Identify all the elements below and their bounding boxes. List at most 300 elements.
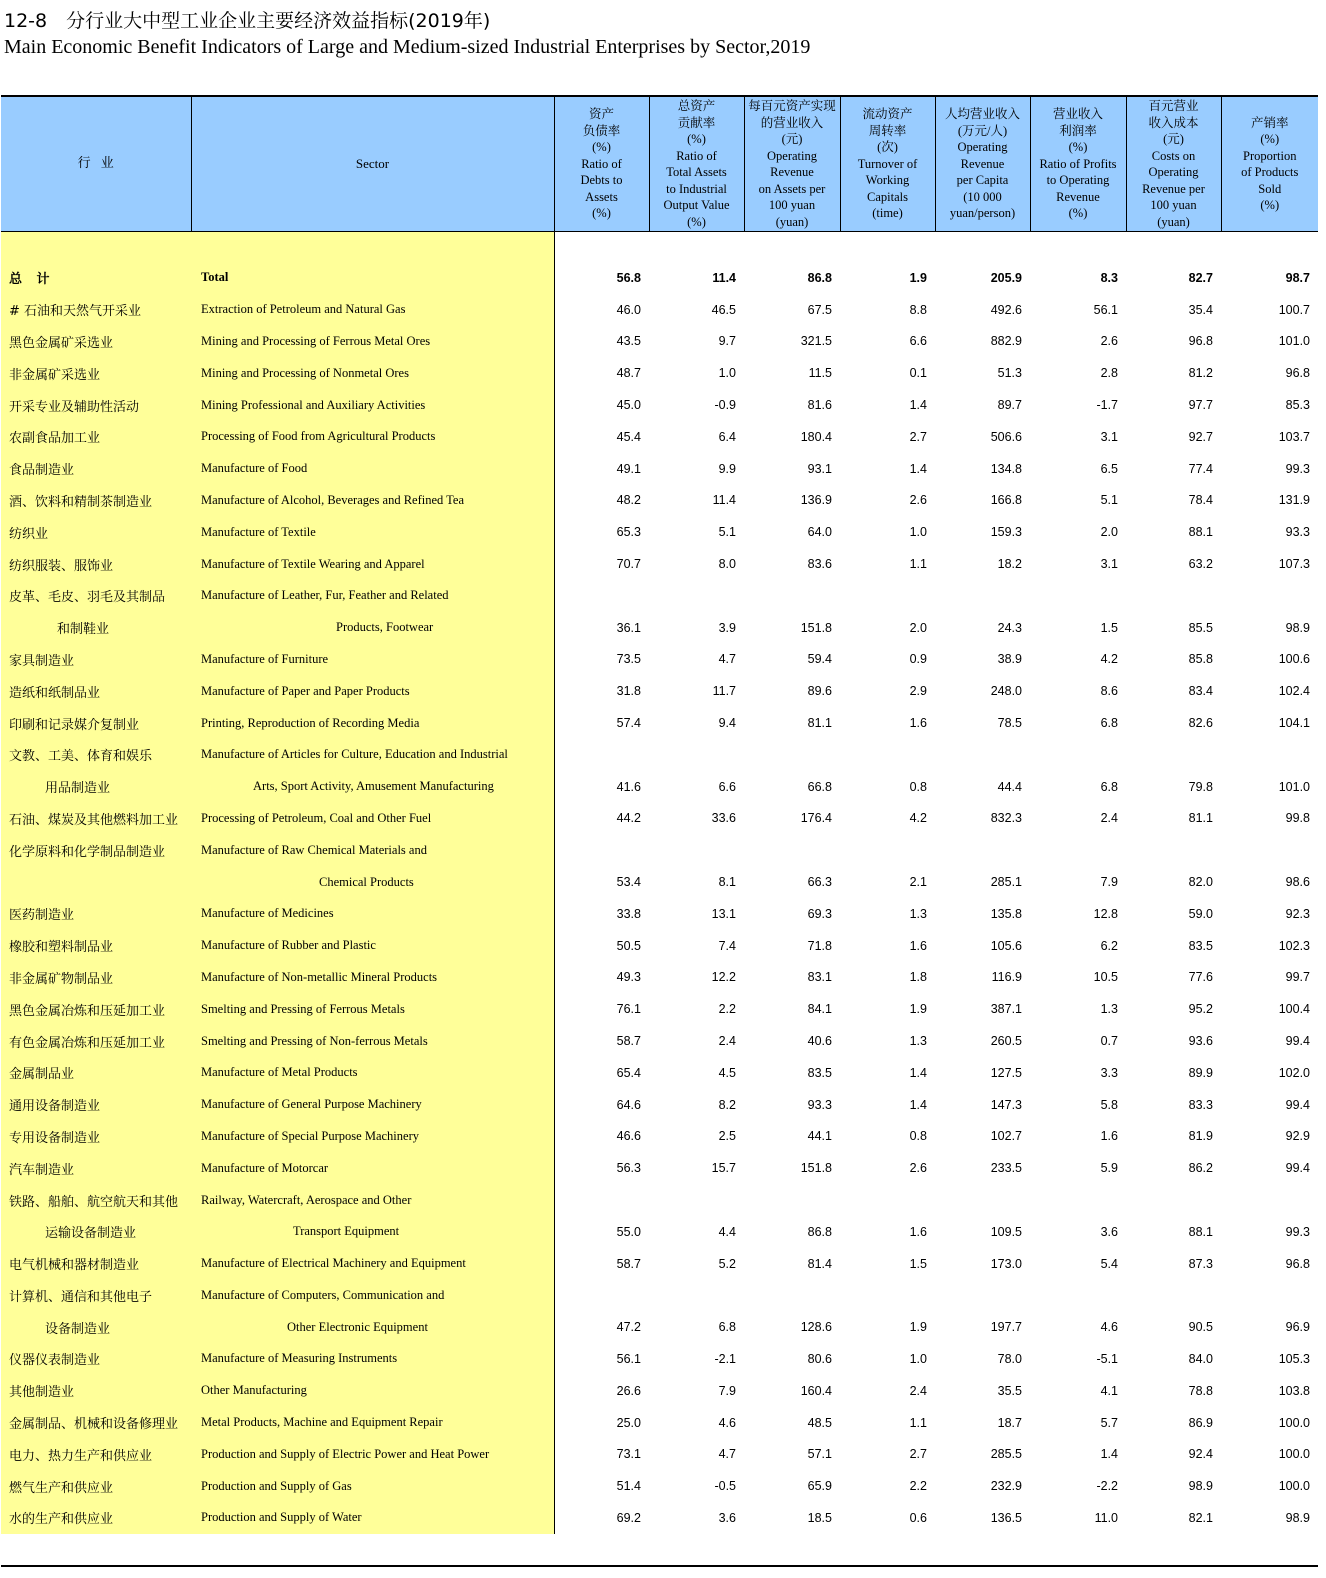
value-cell: 11.7 xyxy=(712,684,736,699)
sector-name-en: Manufacture of Medicines xyxy=(191,898,554,930)
value-cell: 107.3 xyxy=(1278,557,1310,572)
value-cell: 86.8 xyxy=(807,1224,832,1239)
value-cell: 3.6 xyxy=(1100,1224,1118,1239)
value-cell: 24.3 xyxy=(997,620,1022,635)
value-cell: 147.3 xyxy=(990,1097,1022,1112)
sector-name-en: Processing of Food from Agricultural Products xyxy=(191,421,554,453)
value-cell: 160.4 xyxy=(800,1383,832,1398)
value-cell: 82.1 xyxy=(1188,1510,1213,1525)
value-cell xyxy=(1126,739,1221,771)
value-cell: 11.4 xyxy=(712,493,736,508)
value-cell: 285.5 xyxy=(990,1447,1022,1462)
value-cell: 176.4 xyxy=(800,811,832,826)
value-cell: 3.6 xyxy=(718,1510,736,1525)
value-cell: 1.0 xyxy=(909,525,927,540)
table-row xyxy=(1,707,1318,739)
value-cell: 2.4 xyxy=(909,1383,927,1398)
value-cell: 64.6 xyxy=(616,1097,641,1112)
value-cell: 98.7 xyxy=(1285,270,1310,285)
value-cell: 8.2 xyxy=(718,1097,736,1112)
table-row xyxy=(1,1311,1318,1343)
value-cell: 81.6 xyxy=(807,398,832,413)
table-row xyxy=(1,1407,1318,1439)
value-cell: 85.3 xyxy=(1285,398,1310,413)
value-cell: 67.5 xyxy=(807,302,832,317)
value-cell: 89.7 xyxy=(997,398,1022,413)
value-cell: 1.5 xyxy=(1100,620,1118,635)
value-cell: 98.9 xyxy=(1285,620,1310,635)
value-cell: 46.0 xyxy=(616,302,641,317)
value-cell: 103.8 xyxy=(1278,1383,1310,1398)
sector-name-en: Smelting and Pressing of Non-ferrous Metals xyxy=(191,1025,554,1057)
value-cell: 134.8 xyxy=(990,461,1022,476)
value-cell: 5.9 xyxy=(1100,1161,1118,1176)
sector-name-zh: 皮革、毛皮、羽毛及其制品 xyxy=(1,580,191,612)
sector-name-zh: 纺织服装、服饰业 xyxy=(1,548,191,580)
value-cell xyxy=(1030,1184,1126,1216)
value-cell: 285.1 xyxy=(990,875,1022,890)
value-cell: 102.4 xyxy=(1278,684,1310,699)
value-cell xyxy=(744,1184,840,1216)
value-cell: 5.1 xyxy=(718,525,736,540)
value-cell: 1.8 xyxy=(909,970,927,985)
value-cell: 8.0 xyxy=(718,557,736,572)
value-cell: 5.7 xyxy=(1100,1415,1118,1430)
value-cell: 82.6 xyxy=(1188,716,1213,731)
value-cell: 100.0 xyxy=(1278,1479,1310,1494)
value-cell: 88.1 xyxy=(1188,525,1213,540)
value-cell: 48.7 xyxy=(616,366,641,381)
value-cell xyxy=(1030,1280,1126,1312)
value-cell: 92.3 xyxy=(1285,906,1310,921)
value-cell: 2.1 xyxy=(909,875,927,890)
value-cell: 83.3 xyxy=(1188,1097,1213,1112)
value-cell: 832.3 xyxy=(990,811,1022,826)
value-cell: 9.7 xyxy=(718,334,736,349)
value-cell: 79.8 xyxy=(1188,779,1213,794)
sector-name-zh: # 石油和天然气开采业 xyxy=(1,294,191,326)
value-cell: 2.4 xyxy=(718,1034,736,1049)
sector-name-en: Chemical Products xyxy=(191,866,554,898)
value-cell: 11.4 xyxy=(712,270,736,285)
sector-name-en: Manufacture of Metal Products xyxy=(191,1057,554,1089)
sector-name-en: Mining Professional and Auxiliary Activities xyxy=(191,389,554,421)
value-cell xyxy=(554,834,649,866)
table-row xyxy=(1,389,1318,421)
value-cell: 2.2 xyxy=(718,1002,736,1017)
value-cell: 136.9 xyxy=(800,493,832,508)
sector-name-zh: 设备制造业 xyxy=(1,1311,191,1343)
value-cell: 86.9 xyxy=(1188,1415,1213,1430)
value-cell: 26.6 xyxy=(616,1383,641,1398)
header-col: 每百元资产实现 的营业收入 (元) Operating Revenue on Assets per 100 yuan (yuan) xyxy=(744,96,840,232)
sector-name-zh: 酒、饮料和精制茶制造业 xyxy=(1,485,191,517)
value-cell: 4.7 xyxy=(718,1447,736,1462)
value-cell: 1.5 xyxy=(909,1256,927,1271)
table-row xyxy=(1,453,1318,485)
table-row xyxy=(1,294,1318,326)
value-cell: 18.7 xyxy=(997,1415,1022,1430)
sector-name-en: Manufacture of Alcohol, Beverages and Refined Tea xyxy=(191,485,554,517)
table-row xyxy=(1,1152,1318,1184)
value-cell: 6.4 xyxy=(718,429,736,444)
value-cell xyxy=(649,580,744,612)
value-cell: 492.6 xyxy=(990,302,1022,317)
value-cell: 7.9 xyxy=(718,1383,736,1398)
header-col: 产销率 (%) Proportion of Products Sold (%) xyxy=(1221,96,1318,232)
sector-name-en: Manufacture of Paper and Paper Products xyxy=(191,675,554,707)
value-cell xyxy=(1030,580,1126,612)
sector-name-en: Metal Products, Machine and Equipment Repair xyxy=(191,1407,554,1439)
value-cell: 78.4 xyxy=(1188,493,1213,508)
header-col: 营业收入 利润率 (%) Ratio of Profits to Operating Revenue (%) xyxy=(1030,96,1126,232)
value-cell: 2.6 xyxy=(1100,334,1118,349)
value-cell: 8.6 xyxy=(1100,684,1118,699)
table-row xyxy=(1,1470,1318,1502)
value-cell: 73.1 xyxy=(616,1447,641,1462)
value-cell: 96.9 xyxy=(1285,1320,1310,1335)
table-row xyxy=(1,1248,1318,1280)
page-title-en: Main Economic Benefit Indicators of Large and Medium-sized Industrial Enterprises by Sector,2019 xyxy=(4,36,811,58)
value-cell: 2.5 xyxy=(718,1129,736,1144)
value-cell: 47.2 xyxy=(616,1320,641,1335)
value-cell: 101.0 xyxy=(1278,779,1310,794)
value-cell: 5.4 xyxy=(1100,1256,1118,1271)
sector-name-zh: 橡胶和塑料制品业 xyxy=(1,930,191,962)
value-cell: 11.5 xyxy=(808,366,832,381)
value-cell: 97.7 xyxy=(1188,398,1213,413)
value-cell: 11.0 xyxy=(1094,1510,1118,1525)
value-cell: 81.4 xyxy=(807,1256,832,1271)
sector-name-en: Other Electronic Equipment xyxy=(191,1311,554,1343)
sector-name-en: Manufacture of General Purpose Machinery xyxy=(191,1089,554,1121)
value-cell: 1.9 xyxy=(909,1320,927,1335)
value-cell: -1.7 xyxy=(1096,398,1118,413)
value-cell xyxy=(1221,1184,1318,1216)
value-cell: 4.5 xyxy=(718,1065,736,1080)
value-cell xyxy=(744,834,840,866)
sector-name-zh: 总 计 xyxy=(1,262,191,294)
value-cell: 96.8 xyxy=(1188,334,1213,349)
value-cell: -2.1 xyxy=(714,1351,736,1366)
value-cell: 2.4 xyxy=(1100,811,1118,826)
value-cell: -0.5 xyxy=(714,1479,736,1494)
data-table-container xyxy=(1,95,1318,1534)
value-cell: 6.6 xyxy=(909,334,927,349)
sector-name-en: Railway, Watercraft, Aerospace and Other xyxy=(191,1184,554,1216)
value-cell xyxy=(1126,580,1221,612)
value-cell xyxy=(554,1184,649,1216)
value-cell: 260.5 xyxy=(990,1034,1022,1049)
value-cell: 44.1 xyxy=(807,1129,832,1144)
value-cell: 151.8 xyxy=(800,1161,832,1176)
value-cell xyxy=(1126,834,1221,866)
table-row xyxy=(1,739,1318,771)
value-cell: 83.5 xyxy=(1188,938,1213,953)
value-cell: 33.8 xyxy=(616,906,641,921)
value-cell: 1.3 xyxy=(909,1034,927,1049)
sector-name-zh: 电力、热力生产和供应业 xyxy=(1,1438,191,1470)
sector-name-en: Manufacture of Articles for Culture, Education and Industrial xyxy=(191,739,554,771)
value-cell: 12.8 xyxy=(1093,906,1118,921)
value-cell: 98.9 xyxy=(1188,1479,1213,1494)
table-row xyxy=(1,516,1318,548)
table-row xyxy=(1,612,1318,644)
value-cell: 50.5 xyxy=(616,938,641,953)
value-cell xyxy=(744,739,840,771)
value-cell xyxy=(649,1184,744,1216)
header-row xyxy=(1,96,1318,232)
sector-name-en: Products, Footwear xyxy=(191,612,554,644)
value-cell: 69.3 xyxy=(807,906,832,921)
sector-name-en: Production and Supply of Electric Power and Heat Power xyxy=(191,1438,554,1470)
value-cell: 35.5 xyxy=(997,1383,1022,1398)
value-cell: 0.8 xyxy=(909,779,927,794)
sector-name-en: Manufacture of Measuring Instruments xyxy=(191,1343,554,1375)
spacer-row xyxy=(1,232,1318,263)
sector-name-en: Mining and Processing of Nonmetal Ores xyxy=(191,357,554,389)
value-cell: 98.9 xyxy=(1285,1510,1310,1525)
value-cell: 53.4 xyxy=(616,875,641,890)
sector-name-zh: 计算机、通信和其他电子 xyxy=(1,1280,191,1312)
value-cell: 6.8 xyxy=(718,1320,736,1335)
value-cell xyxy=(1126,1184,1221,1216)
value-cell: 93.1 xyxy=(807,461,832,476)
value-cell: 2.6 xyxy=(909,493,927,508)
value-cell: 44.2 xyxy=(616,811,641,826)
value-cell: 180.4 xyxy=(800,429,832,444)
header-col: 人均营业收入 (万元/人) Operating Revenue per Capita (10 000 yuan/person) xyxy=(935,96,1030,232)
value-cell xyxy=(554,1280,649,1312)
value-cell: 2.9 xyxy=(909,684,927,699)
value-cell: 89.6 xyxy=(807,684,832,699)
sector-name-zh: 仪器仪表制造业 xyxy=(1,1343,191,1375)
header-col: 流动资产 周转率 (次) Turnover of Working Capitals (time) xyxy=(840,96,935,232)
sector-name-en: Smelting and Pressing of Ferrous Metals xyxy=(191,993,554,1025)
value-cell: 3.3 xyxy=(1100,1065,1118,1080)
sector-name-en: Manufacture of Textile Wearing and Apparel xyxy=(191,548,554,580)
value-cell xyxy=(1221,1280,1318,1312)
sector-name-zh: 黑色金属矿采选业 xyxy=(1,326,191,358)
value-cell: 100.0 xyxy=(1278,1415,1310,1430)
value-cell: 99.7 xyxy=(1285,970,1310,985)
value-cell: 40.6 xyxy=(807,1034,832,1049)
value-cell: 83.4 xyxy=(1188,684,1213,699)
value-cell: 18.5 xyxy=(807,1510,832,1525)
value-cell: 105.6 xyxy=(990,938,1022,953)
table-bottom-rule xyxy=(1,1565,1318,1567)
sector-name-en: Production and Supply of Gas xyxy=(191,1470,554,1502)
value-cell xyxy=(1030,739,1126,771)
sector-name-en: Manufacture of Raw Chemical Materials and xyxy=(191,834,554,866)
indicators-table xyxy=(1,95,1318,1534)
value-cell: 96.8 xyxy=(1285,366,1310,381)
value-cell: 99.4 xyxy=(1285,1161,1310,1176)
value-cell: 2.6 xyxy=(909,1161,927,1176)
value-cell: 0.8 xyxy=(909,1129,927,1144)
table-row xyxy=(1,930,1318,962)
value-cell: 93.3 xyxy=(807,1097,832,1112)
value-cell: 166.8 xyxy=(990,493,1022,508)
value-cell: 57.4 xyxy=(616,716,641,731)
sector-name-en: Manufacture of Special Purpose Machinery xyxy=(191,1121,554,1153)
value-cell: 205.9 xyxy=(990,270,1022,285)
value-cell: 77.4 xyxy=(1188,461,1213,476)
value-cell: 99.3 xyxy=(1285,1224,1310,1239)
sector-name-zh: 农副食品加工业 xyxy=(1,421,191,453)
sector-name-zh: 化学原料和化学制品制造业 xyxy=(1,834,191,866)
sector-name-en: Manufacture of Rubber and Plastic xyxy=(191,930,554,962)
value-cell xyxy=(840,580,935,612)
sector-name-zh: 用品制造业 xyxy=(1,771,191,803)
value-cell: 43.5 xyxy=(616,334,641,349)
value-cell: 58.7 xyxy=(616,1034,641,1049)
sector-name-zh: 和制鞋业 xyxy=(1,612,191,644)
value-cell: 71.8 xyxy=(807,938,832,953)
value-cell xyxy=(935,1184,1030,1216)
value-cell: 51.4 xyxy=(616,1479,641,1494)
value-cell: 2.7 xyxy=(909,1447,927,1462)
sector-name-zh: 医药制造业 xyxy=(1,898,191,930)
sector-name-zh: 燃气生产和供应业 xyxy=(1,1470,191,1502)
sector-name-en: Manufacture of Food xyxy=(191,453,554,485)
value-cell: 63.2 xyxy=(1188,557,1213,572)
value-cell: 102.3 xyxy=(1278,938,1310,953)
value-cell: 100.0 xyxy=(1278,1447,1310,1462)
table-row xyxy=(1,1343,1318,1375)
value-cell: 12.2 xyxy=(711,970,736,985)
value-cell: 159.3 xyxy=(990,525,1022,540)
value-cell: 88.1 xyxy=(1188,1224,1213,1239)
sector-name-zh: 金属制品业 xyxy=(1,1057,191,1089)
value-cell: 2.7 xyxy=(909,429,927,444)
value-cell: 25.0 xyxy=(616,1415,641,1430)
table-row xyxy=(1,326,1318,358)
value-cell: 0.6 xyxy=(909,1510,927,1525)
value-cell: 86.2 xyxy=(1188,1161,1213,1176)
value-cell: 66.3 xyxy=(807,875,832,890)
value-cell: 4.7 xyxy=(718,652,736,667)
table-row xyxy=(1,1184,1318,1216)
value-cell: 56.3 xyxy=(616,1161,641,1176)
value-cell: 506.6 xyxy=(990,429,1022,444)
sector-name-zh: 汽车制造业 xyxy=(1,1152,191,1184)
table-row xyxy=(1,1438,1318,1470)
value-cell xyxy=(840,1280,935,1312)
value-cell: 56.1 xyxy=(616,1351,641,1366)
value-cell: 5.1 xyxy=(1100,493,1118,508)
table-row xyxy=(1,548,1318,580)
value-cell: 9.9 xyxy=(718,461,736,476)
value-cell: 99.8 xyxy=(1285,811,1310,826)
value-cell: 102.7 xyxy=(990,1129,1022,1144)
value-cell xyxy=(1221,580,1318,612)
value-cell: 86.8 xyxy=(807,270,832,285)
table-row xyxy=(1,644,1318,676)
value-cell: 109.5 xyxy=(990,1224,1022,1239)
value-cell: 102.0 xyxy=(1278,1065,1310,1080)
table-row xyxy=(1,962,1318,994)
value-cell: 5.2 xyxy=(718,1256,736,1271)
value-cell: 36.1 xyxy=(616,620,641,635)
value-cell: 64.0 xyxy=(807,525,832,540)
value-cell: 5.8 xyxy=(1100,1097,1118,1112)
value-cell: 197.7 xyxy=(990,1320,1022,1335)
table-row xyxy=(1,1375,1318,1407)
value-cell: 59.0 xyxy=(1188,906,1213,921)
value-cell: 3.1 xyxy=(1100,557,1118,572)
value-cell: 1.0 xyxy=(909,1351,927,1366)
value-cell: 98.6 xyxy=(1285,875,1310,890)
value-cell: 99.4 xyxy=(1285,1097,1310,1112)
value-cell: 173.0 xyxy=(990,1256,1022,1271)
value-cell: 78.8 xyxy=(1188,1383,1213,1398)
table-row xyxy=(1,1280,1318,1312)
value-cell: 232.9 xyxy=(990,1479,1022,1494)
sector-name-en: Extraction of Petroleum and Natural Gas xyxy=(191,294,554,326)
sector-name-zh: 水的生产和供应业 xyxy=(1,1502,191,1534)
value-cell: 1.1 xyxy=(909,557,927,572)
value-cell: 3.9 xyxy=(718,620,736,635)
value-cell: -5.1 xyxy=(1096,1351,1118,1366)
value-cell: 882.9 xyxy=(990,334,1022,349)
value-cell: 7.9 xyxy=(1100,875,1118,890)
sector-name-zh: 通用设备制造业 xyxy=(1,1089,191,1121)
value-cell: 128.6 xyxy=(800,1320,832,1335)
value-cell: 100.7 xyxy=(1278,302,1310,317)
value-cell: 85.5 xyxy=(1188,620,1213,635)
sector-name-en: Manufacture of Non-metallic Mineral Products xyxy=(191,962,554,994)
value-cell: 66.8 xyxy=(807,779,832,794)
sector-name-zh: 食品制造业 xyxy=(1,453,191,485)
value-cell: -0.9 xyxy=(714,398,736,413)
sector-name-zh: 黑色金属冶炼和压延加工业 xyxy=(1,993,191,1025)
value-cell: 93.6 xyxy=(1188,1034,1213,1049)
value-cell xyxy=(840,834,935,866)
value-cell: 387.1 xyxy=(990,1002,1022,1017)
value-cell: 6.8 xyxy=(1100,716,1118,731)
sector-name-zh: 石油、煤炭及其他燃料加工业 xyxy=(1,803,191,835)
value-cell: 8.3 xyxy=(1100,270,1118,285)
value-cell: 45.4 xyxy=(616,429,641,444)
sector-name-en: Manufacture of Motorcar xyxy=(191,1152,554,1184)
value-cell: 0.7 xyxy=(1100,1034,1118,1049)
value-cell: 100.4 xyxy=(1278,1002,1310,1017)
table-row xyxy=(1,675,1318,707)
value-cell: 83.5 xyxy=(807,1065,832,1080)
page-title-zh: 12-8 分行业大中型工业企业主要经济效益指标(2019年) xyxy=(4,10,491,32)
value-cell: 78.0 xyxy=(997,1351,1022,1366)
value-cell xyxy=(1126,1280,1221,1312)
value-cell: 1.6 xyxy=(909,1224,927,1239)
header-col: 资产 负债率 (%) Ratio of Debts to Assets (%) xyxy=(554,96,649,232)
table-row xyxy=(1,1025,1318,1057)
table-row xyxy=(1,803,1318,835)
table-row xyxy=(1,771,1318,803)
value-cell: 116.9 xyxy=(991,970,1022,985)
value-cell: 48.2 xyxy=(616,493,641,508)
sector-name-en: Other Manufacturing xyxy=(191,1375,554,1407)
sector-name-en: Manufacture of Furniture xyxy=(191,644,554,676)
value-cell: 38.9 xyxy=(997,652,1022,667)
sector-name-zh: 电气机械和器材制造业 xyxy=(1,1248,191,1280)
value-cell: 70.7 xyxy=(616,557,641,572)
value-cell: 2.8 xyxy=(1100,366,1118,381)
value-cell: 10.5 xyxy=(1093,970,1118,985)
value-cell: 7.4 xyxy=(718,938,736,953)
value-cell: 1.4 xyxy=(909,1097,927,1112)
value-cell xyxy=(554,580,649,612)
